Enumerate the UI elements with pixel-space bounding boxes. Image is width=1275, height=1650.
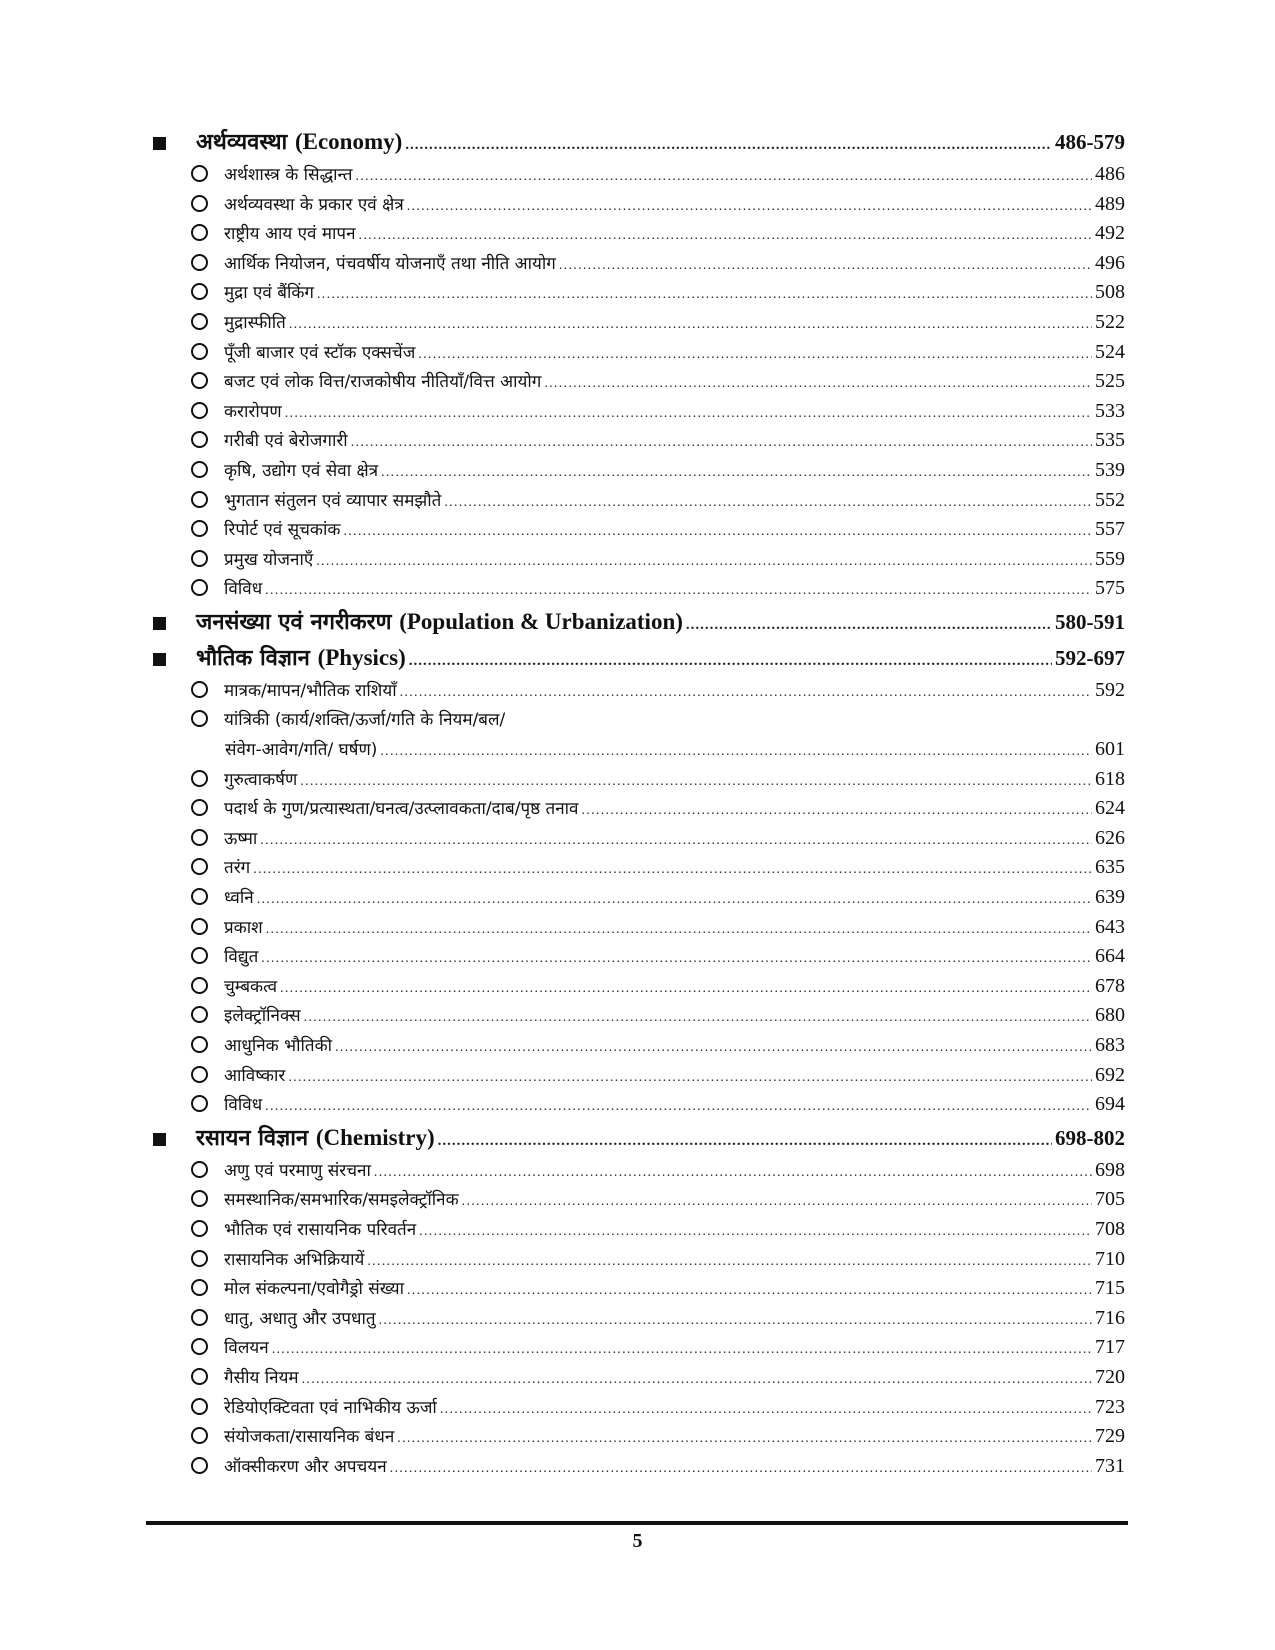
entry-title: अर्थशास्त्र के सिद्धान्त bbox=[224, 165, 353, 185]
toc-section bbox=[145, 604, 1125, 640]
toc-entry[interactable] bbox=[145, 765, 1125, 795]
circle-bullet-icon bbox=[191, 372, 208, 389]
entry-page: 624 bbox=[1095, 797, 1125, 820]
entry-title: अणु एवं परमाणु संरचना bbox=[224, 1160, 371, 1181]
entry-title: पदार्थ के गुण/प्रत्यास्थता/घनत्व/उत्प्लावकता/दाब/पृष्ठ तनाव bbox=[224, 799, 579, 820]
section-title bbox=[196, 604, 683, 640]
entry-page: 557 bbox=[1095, 518, 1125, 541]
dot-leader bbox=[418, 340, 1092, 370]
dot-leader bbox=[374, 1158, 1092, 1188]
entry-title-continued: संवेग-आवेग/गति/ घर्षण) bbox=[225, 740, 378, 761]
entry-page: 601 bbox=[1095, 738, 1125, 761]
entry-page: 626 bbox=[1095, 826, 1125, 849]
entry-page: 618 bbox=[1095, 767, 1125, 790]
square-bullet-icon bbox=[153, 137, 166, 150]
entry-page: 698 bbox=[1095, 1158, 1125, 1181]
circle-bullet-icon bbox=[191, 799, 208, 816]
circle-bullet-icon bbox=[191, 224, 208, 241]
entry-title: राष्ट्रीय आय एवं मापन bbox=[224, 224, 356, 245]
circle-bullet-icon bbox=[191, 1250, 208, 1267]
toc-entry[interactable] bbox=[145, 338, 1125, 368]
entry-title: मुद्रा एवं बैंकिंग bbox=[224, 283, 314, 304]
dot-leader bbox=[390, 1454, 1092, 1484]
entry-page: 508 bbox=[1095, 281, 1125, 304]
entry-title: मुद्रास्फीति bbox=[224, 312, 286, 333]
circle-bullet-icon bbox=[191, 550, 208, 567]
dot-leader bbox=[544, 369, 1092, 399]
toc-section bbox=[145, 124, 1125, 604]
dot-leader bbox=[400, 678, 1092, 708]
entry-page: 525 bbox=[1095, 370, 1125, 393]
entry-page: 664 bbox=[1095, 945, 1125, 968]
circle-bullet-icon bbox=[191, 254, 208, 271]
entry-title: करारोपण bbox=[224, 401, 282, 422]
dot-leader bbox=[409, 643, 1052, 679]
toc-entry[interactable] bbox=[145, 1363, 1125, 1393]
entry-page: 678 bbox=[1095, 974, 1125, 997]
toc-entry[interactable] bbox=[145, 676, 1125, 706]
toc-entry[interactable] bbox=[145, 942, 1125, 972]
circle-bullet-icon bbox=[191, 165, 208, 182]
toc-entry[interactable] bbox=[145, 367, 1125, 397]
circle-bullet-icon bbox=[191, 520, 208, 537]
entry-title: रेडियोएक्टिवता एवं नाभिकीय ऊर्जा bbox=[224, 1397, 437, 1418]
entry-page: 708 bbox=[1095, 1218, 1125, 1240]
toc-entry[interactable] bbox=[145, 397, 1125, 427]
dot-leader bbox=[438, 1123, 1052, 1159]
entry-page: 731 bbox=[1095, 1454, 1125, 1477]
toc-entry[interactable] bbox=[145, 1156, 1125, 1186]
entry-page: 723 bbox=[1095, 1395, 1125, 1418]
dot-leader bbox=[335, 1033, 1092, 1063]
section-title-hindi: भौतिक विज्ञान bbox=[196, 644, 310, 671]
dot-leader bbox=[419, 1217, 1092, 1247]
dot-leader bbox=[359, 221, 1092, 251]
circle-bullet-icon bbox=[191, 343, 208, 360]
dot-leader bbox=[265, 576, 1092, 606]
toc-entry[interactable] bbox=[145, 219, 1125, 249]
toc-entry[interactable] bbox=[145, 1393, 1125, 1423]
entry-title: मोल संकल्पना/एवोगैड्रो संख्या bbox=[224, 1279, 404, 1300]
toc-entry[interactable] bbox=[145, 824, 1125, 854]
circle-bullet-icon bbox=[191, 1427, 208, 1444]
dot-leader bbox=[289, 310, 1092, 340]
square-bullet-icon bbox=[153, 653, 166, 666]
toc-section bbox=[145, 640, 1125, 1120]
dot-leader bbox=[462, 1187, 1092, 1217]
entry-page: 639 bbox=[1095, 886, 1125, 909]
circle-bullet-icon bbox=[191, 1066, 208, 1083]
entry-title: बजट एवं लोक वित्त/राजकोषीय नीतियाँ/वित्त आयोग bbox=[224, 372, 542, 393]
circle-bullet-icon bbox=[191, 1279, 208, 1296]
square-bullet-icon bbox=[153, 617, 166, 630]
circle-bullet-icon bbox=[191, 1398, 208, 1415]
toc-section bbox=[145, 1120, 1125, 1482]
page-number: 5 bbox=[632, 1530, 643, 1552]
section-heading[interactable] bbox=[145, 604, 1125, 640]
entry-page: 559 bbox=[1095, 547, 1125, 570]
dot-leader bbox=[302, 1365, 1092, 1395]
dot-leader bbox=[405, 127, 1052, 163]
section-page-range: 592-697 bbox=[1055, 645, 1125, 670]
entry-title: प्रकाश bbox=[224, 917, 263, 938]
toc-entry[interactable] bbox=[145, 1001, 1125, 1031]
entry-page: 710 bbox=[1095, 1247, 1125, 1270]
entry-title: पूँजी बाजार एवं स्टॉक एक्सचेंज bbox=[224, 342, 416, 363]
section-title-hindi: अर्थव्यवस्था bbox=[196, 129, 288, 155]
dot-leader bbox=[407, 1276, 1092, 1306]
dot-leader bbox=[351, 428, 1092, 458]
toc-entry[interactable] bbox=[145, 308, 1125, 338]
entry-page: 522 bbox=[1095, 310, 1125, 333]
toc-entry[interactable] bbox=[145, 160, 1125, 190]
circle-bullet-icon bbox=[191, 710, 208, 727]
section-heading[interactable] bbox=[145, 124, 1125, 160]
circle-bullet-icon bbox=[191, 1220, 208, 1237]
toc-entry[interactable] bbox=[145, 190, 1125, 220]
entry-title: मात्रक/मापन/भौतिक राशियाँ bbox=[224, 680, 397, 701]
entry-page: 535 bbox=[1095, 429, 1125, 452]
entry-page: 489 bbox=[1095, 192, 1125, 215]
section-title-english: (Chemistry) bbox=[315, 1124, 435, 1150]
entry-title: धातु, अधातु और उपधातु bbox=[224, 1308, 376, 1329]
entry-title: गरीबी एवं बेरोजगारी bbox=[224, 431, 348, 452]
section-title bbox=[196, 1120, 435, 1156]
toc-entry[interactable] bbox=[145, 1304, 1125, 1334]
entry-title: गुरुत्वाकर्षण bbox=[224, 769, 298, 790]
toc-entry[interactable] bbox=[145, 278, 1125, 308]
toc-entry[interactable] bbox=[145, 1215, 1125, 1245]
circle-bullet-icon bbox=[191, 283, 208, 300]
toc-entry[interactable] bbox=[145, 794, 1125, 824]
toc-entry[interactable] bbox=[145, 1031, 1125, 1061]
circle-bullet-icon bbox=[191, 829, 208, 846]
entry-page: 720 bbox=[1095, 1365, 1125, 1388]
toc-entry[interactable] bbox=[145, 972, 1125, 1002]
circle-bullet-icon bbox=[191, 1338, 208, 1355]
entry-page: 692 bbox=[1095, 1063, 1125, 1086]
dot-leader bbox=[261, 944, 1092, 974]
circle-bullet-icon bbox=[191, 1036, 208, 1053]
section-heading[interactable] bbox=[145, 1120, 1125, 1156]
dot-leader bbox=[582, 796, 1092, 826]
circle-bullet-icon bbox=[191, 681, 208, 698]
circle-bullet-icon bbox=[191, 431, 208, 448]
toc-entry[interactable] bbox=[145, 1274, 1125, 1304]
toc-entry[interactable] bbox=[145, 1245, 1125, 1275]
dot-leader bbox=[380, 737, 1092, 767]
toc-entry[interactable] bbox=[145, 574, 1125, 604]
dot-leader bbox=[381, 458, 1092, 488]
entry-title: यांत्रिकी (कार्य/शक्ति/ऊर्जा/गति के नियम/बल/ bbox=[224, 709, 506, 730]
circle-bullet-icon bbox=[191, 402, 208, 419]
section-title-hindi: रसायन विज्ञान bbox=[196, 1124, 309, 1151]
dot-leader bbox=[272, 1335, 1092, 1365]
entry-page: 524 bbox=[1095, 340, 1125, 363]
dot-leader bbox=[288, 1063, 1092, 1093]
dot-leader bbox=[686, 607, 1052, 643]
entry-page: 717 bbox=[1095, 1336, 1125, 1359]
entry-page: 716 bbox=[1095, 1306, 1125, 1329]
entry-title: इलेक्ट्रॉनिक्स bbox=[224, 1006, 301, 1027]
circle-bullet-icon bbox=[191, 977, 208, 994]
entry-title: गैसीय नियम bbox=[224, 1367, 299, 1388]
entry-title: विलयन bbox=[224, 1338, 269, 1359]
toc-entry[interactable] bbox=[145, 1333, 1125, 1363]
dot-leader bbox=[379, 1306, 1092, 1336]
toc-entry[interactable] bbox=[145, 853, 1125, 883]
entry-title: समस्थानिक/समभारिक/समइलेक्ट्रॉनिक bbox=[224, 1190, 459, 1211]
circle-bullet-icon bbox=[191, 1161, 208, 1178]
circle-bullet-icon bbox=[191, 579, 208, 596]
toc-entry[interactable] bbox=[145, 249, 1125, 279]
dot-leader bbox=[343, 517, 1092, 547]
circle-bullet-icon bbox=[191, 858, 208, 875]
entry-page: 496 bbox=[1095, 251, 1125, 274]
circle-bullet-icon bbox=[191, 491, 208, 508]
dot-leader bbox=[266, 915, 1092, 945]
entry-page: 683 bbox=[1095, 1034, 1125, 1057]
entry-title: संयोजकता/रासायनिक बंधन bbox=[224, 1427, 395, 1448]
section-title-english: (Economy) bbox=[294, 129, 403, 154]
dot-leader bbox=[280, 974, 1092, 1004]
square-bullet-icon bbox=[153, 1133, 166, 1146]
toc-entry[interactable] bbox=[145, 913, 1125, 943]
entry-page: 715 bbox=[1095, 1277, 1125, 1300]
dot-leader bbox=[317, 280, 1092, 310]
section-page-range: 486-579 bbox=[1055, 130, 1125, 154]
toc-entry[interactable] bbox=[145, 883, 1125, 913]
entry-title: ऊष्मा bbox=[224, 828, 258, 849]
table-of-contents bbox=[145, 124, 1125, 1481]
toc-entry[interactable] bbox=[145, 1422, 1125, 1452]
dot-leader bbox=[355, 162, 1092, 192]
section-title-english: (Physics) bbox=[317, 644, 406, 670]
toc-entry[interactable] bbox=[145, 1090, 1125, 1120]
circle-bullet-icon bbox=[191, 461, 208, 478]
circle-bullet-icon bbox=[191, 313, 208, 330]
dot-leader bbox=[316, 547, 1092, 577]
entry-title: आधुनिक भौतिकी bbox=[224, 1036, 333, 1057]
section-title-hindi: जनसंख्या एवं नगरीकरण bbox=[196, 608, 392, 635]
entry-title: ऑक्सीकरण और अपचयन bbox=[224, 1456, 387, 1477]
entry-title: तरंग bbox=[224, 858, 251, 879]
circle-bullet-icon bbox=[191, 1457, 208, 1474]
dot-leader bbox=[300, 767, 1092, 797]
toc-entry[interactable] bbox=[145, 486, 1125, 516]
section-page-range: 698-802 bbox=[1055, 1125, 1125, 1150]
dot-leader bbox=[407, 192, 1092, 222]
circle-bullet-icon bbox=[191, 1368, 208, 1385]
dot-leader bbox=[253, 855, 1092, 885]
entry-page: 729 bbox=[1095, 1425, 1125, 1448]
toc-entry[interactable] bbox=[145, 545, 1125, 575]
circle-bullet-icon bbox=[191, 1190, 208, 1207]
entry-title: प्रमुख योजनाएँ bbox=[224, 549, 314, 570]
entry-page: 575 bbox=[1095, 577, 1125, 600]
entry-title: भौतिक एवं रासायनिक परिवर्तन bbox=[224, 1220, 417, 1240]
dot-leader bbox=[265, 1092, 1092, 1122]
entry-title: ध्वनि bbox=[224, 888, 254, 909]
circle-bullet-icon bbox=[191, 947, 208, 964]
toc-entry[interactable] bbox=[145, 515, 1125, 545]
toc-entry[interactable] bbox=[145, 1061, 1125, 1091]
entry-title: कृषि, उद्योग एवं सेवा क्षेत्र bbox=[224, 460, 379, 481]
dot-leader bbox=[367, 1247, 1092, 1277]
circle-bullet-icon bbox=[191, 195, 208, 212]
circle-bullet-icon bbox=[191, 1095, 208, 1112]
toc-entry[interactable] bbox=[145, 706, 1125, 736]
entry-page: 635 bbox=[1095, 856, 1125, 879]
circle-bullet-icon bbox=[191, 888, 208, 905]
entry-title: अर्थव्यवस्था के प्रकार एवं क्षेत्र bbox=[224, 194, 404, 215]
toc-entry-continuation[interactable] bbox=[145, 735, 1125, 765]
circle-bullet-icon bbox=[191, 770, 208, 787]
toc-entry[interactable] bbox=[145, 456, 1125, 486]
entry-page: 492 bbox=[1095, 222, 1125, 245]
entry-page: 694 bbox=[1095, 1093, 1125, 1116]
section-heading[interactable] bbox=[145, 640, 1125, 676]
entry-title: विद्युत bbox=[224, 947, 259, 968]
dot-leader bbox=[397, 1424, 1092, 1454]
dot-leader bbox=[559, 251, 1092, 281]
entry-title: चुम्बकत्व bbox=[224, 976, 278, 997]
circle-bullet-icon bbox=[191, 1006, 208, 1023]
entry-page: 643 bbox=[1095, 915, 1125, 938]
entry-title: भुगतान संतुलन एवं व्यापार समझौते bbox=[224, 490, 442, 511]
dot-leader bbox=[444, 488, 1092, 518]
toc-entry[interactable] bbox=[145, 426, 1125, 456]
entry-page: 680 bbox=[1095, 1004, 1125, 1027]
dot-leader bbox=[304, 1003, 1092, 1033]
section-page-range: 580-591 bbox=[1055, 609, 1125, 634]
entry-title: आर्थिक नियोजन, पंचवर्षीय योजनाएँ तथा नीति आयोग bbox=[224, 253, 556, 274]
section-title-english: (Population & Urbanization) bbox=[399, 608, 683, 634]
circle-bullet-icon bbox=[191, 918, 208, 935]
entry-page: 539 bbox=[1095, 458, 1125, 481]
dot-leader bbox=[285, 399, 1092, 429]
dot-leader bbox=[260, 826, 1092, 856]
entry-page: 705 bbox=[1095, 1188, 1125, 1211]
entry-page: 592 bbox=[1095, 678, 1125, 701]
entry-title: रासायनिक अभिक्रियायें bbox=[224, 1249, 365, 1270]
entry-title: आविष्कार bbox=[224, 1065, 286, 1086]
toc-entry[interactable] bbox=[145, 1185, 1125, 1215]
entry-page: 552 bbox=[1095, 488, 1125, 511]
dot-leader bbox=[440, 1395, 1092, 1425]
toc-entry[interactable] bbox=[145, 1452, 1125, 1482]
entry-title: विविध bbox=[224, 579, 263, 600]
entry-page: 486 bbox=[1095, 163, 1125, 185]
circle-bullet-icon bbox=[191, 1309, 208, 1326]
section-title bbox=[196, 640, 406, 676]
entry-page: 533 bbox=[1095, 399, 1125, 422]
entry-title: रिपोर्ट एवं सूचकांक bbox=[224, 520, 341, 541]
footer-rule bbox=[146, 1521, 1128, 1525]
section-title bbox=[196, 124, 402, 160]
dot-leader bbox=[257, 885, 1092, 915]
entry-title: विविध bbox=[224, 1095, 263, 1116]
